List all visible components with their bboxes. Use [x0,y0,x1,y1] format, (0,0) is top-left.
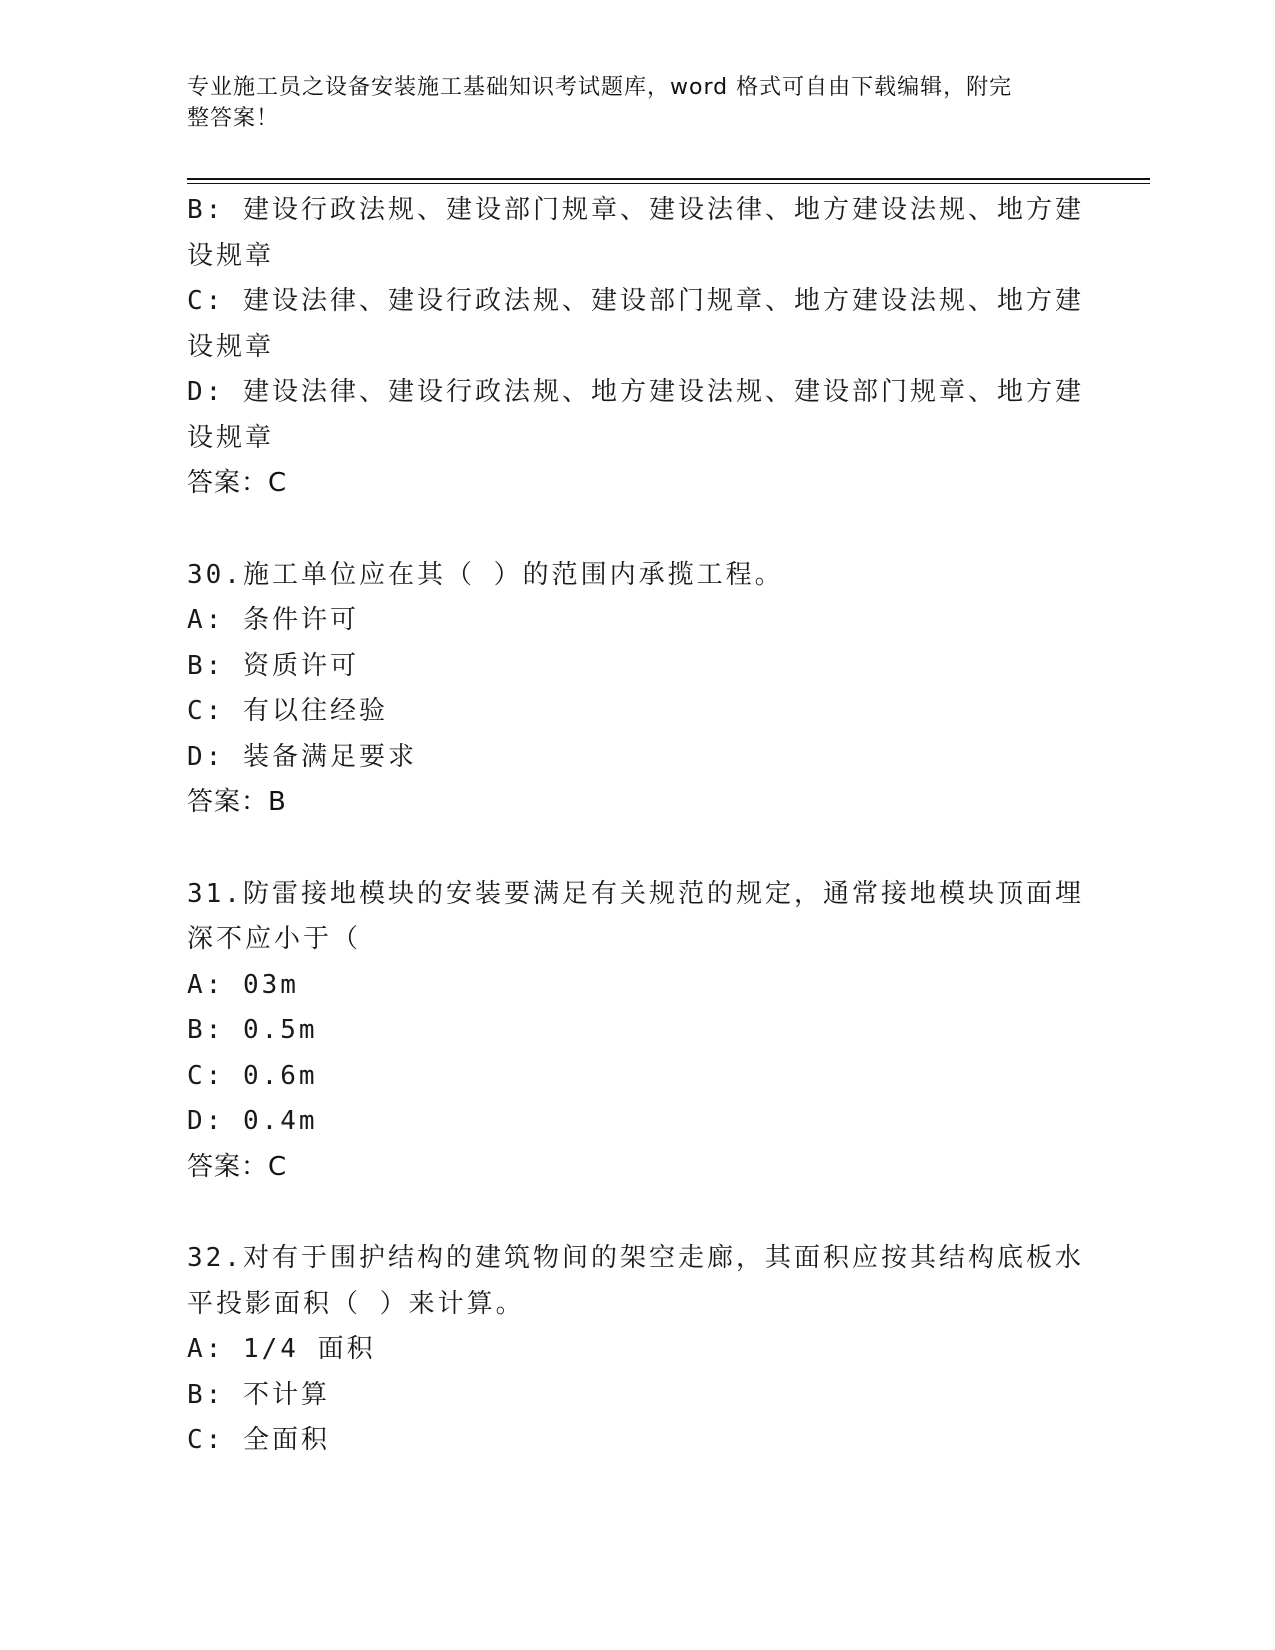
option-b: B: 建设行政法规、建设部门规章、建设法律、地方建设法规、地方建 [187,195,1084,225]
document-header [187,72,1067,134]
question-text: 30.施工单位应在其（ ）的范围内承揽工程。 [187,559,784,590]
question-list [187,188,1084,1464]
option-c: C: 有以往经验 [187,696,388,726]
answer: 答案：B [187,787,287,817]
answer: 答案：C [187,1151,288,1182]
option-c: C: 0.6m [187,1060,318,1091]
question-text: 31.防雷接地模块的安装要满足有关规范的规定，通常接地模块顶面埋 [187,878,1084,909]
spacer [187,1190,1067,1236]
option-d: D: 建设法律、建设行政法规、地方建设法规、建设部门规章、地方建 [187,377,1084,407]
spacer [187,507,1067,553]
option-c: C: 建设法律、建设行政法规、建设部门规章、地方建设法规、地方建 [187,286,1084,316]
option-b: B: 0.5m [187,1015,318,1045]
option-b: B: 不计算 [187,1379,330,1410]
question-29-block [187,188,1084,507]
option-b-continued: 设规章 [187,240,275,271]
option-d-continued: 设规章 [187,422,275,453]
option-a: A: 条件许可 [187,605,359,635]
answer: 答案：C [187,468,288,498]
option-c-continued: 设规章 [187,331,275,362]
question-text: 32.对有于围护结构的建筑物间的架空走廊，其面积应按其结构底板水 [187,1243,1084,1273]
spacer [187,826,1067,872]
option-a: A: 03m [187,969,299,1000]
header-divider-thick [187,178,1150,180]
question-31-block [187,872,1084,1191]
option-d: D: 0.4m [187,1106,318,1136]
option-d: D: 装备满足要求 [187,741,417,772]
question-text-continued: 深不应小于（ [187,924,362,954]
option-a: A: 1/4 面积 [187,1334,376,1364]
question-32-block [187,1236,1084,1464]
header-divider-thin [187,183,1150,184]
option-c: C: 全面积 [187,1425,330,1455]
header-line-1: 专业施工员之设备安装施工基础知识考试题库，word 格式可自由下载编辑，附完 [187,75,1013,100]
question-text-continued: 平投影面积（ ）来计算。 [187,1288,525,1319]
header-line-2: 整答案！ [187,106,280,131]
option-b: B: 资质许可 [187,650,359,681]
question-30-block [187,553,1067,826]
